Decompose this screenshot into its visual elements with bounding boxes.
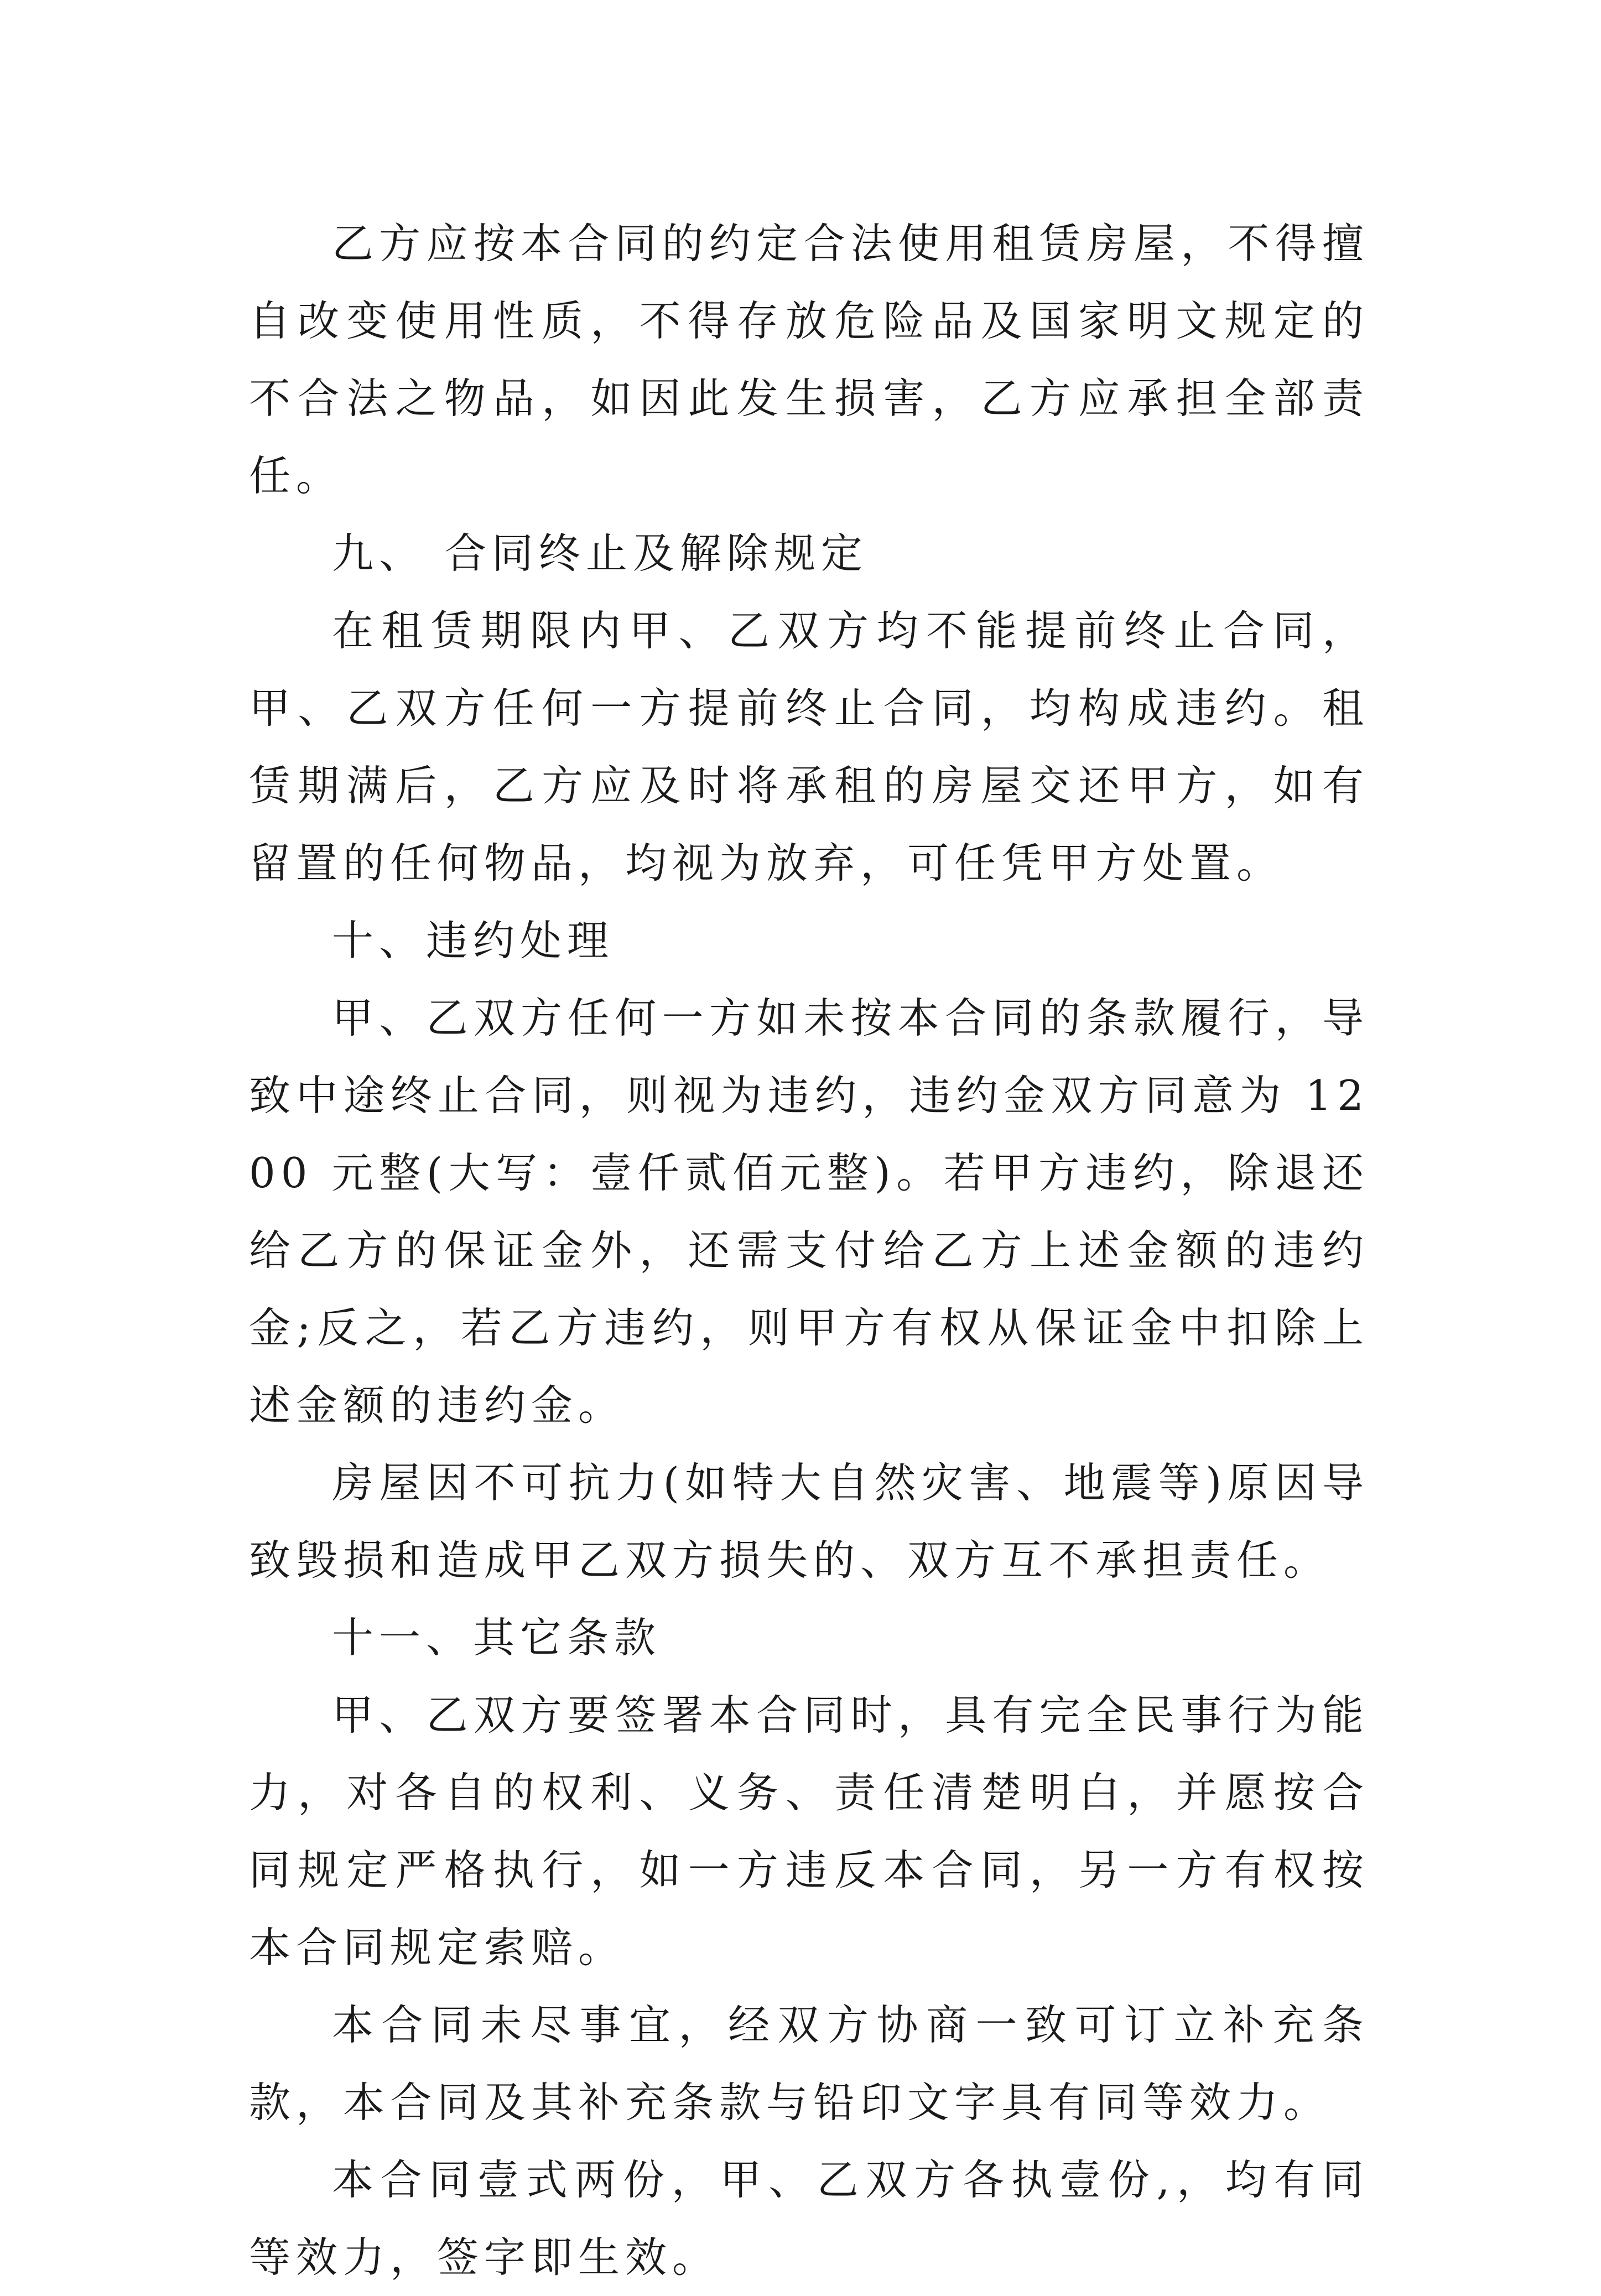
capacity-paragraph: 甲、乙双方要签署本合同时，具有完全民事行为能力，对各自的权利、义务、责任清楚明白，并愿按合同规定严格执行，如一方违反本合同，另一方有权按本合同规定索赔。: [249, 1691, 1369, 1972]
supplementary-paragraph: 本合同未尽事宜，经双方协商一致可订立补充条款，本合同及其补充条款与铅印文字具有同等效力。: [249, 2001, 1369, 2127]
breach-paragraph: 甲、乙双方任何一方如未按本合同的条款履行，导致中途终止合同，则视为违约，违约金双方同意为 1200 元整(大写：壹仟贰佰元整)。若甲方违约，除退还给乙方的保证金外，还需支付给乙方上述金额的违约金;反之，若乙方违约，则甲方有权从保证金中扣除上述金额的违约金。: [249, 994, 1369, 1430]
copies-paragraph: 本合同壹式两份，甲、乙双方各执壹份,，均有同等效力，签字即生效。: [249, 2155, 1369, 2282]
termination-paragraph: 在租赁期限内甲、乙双方均不能提前终止合同，甲、乙双方任何一方提前终止合同，均构成违约。租赁期满后，乙方应及时将承租的房屋交还甲方，如有留置的任何物品，均视为放弃，可任凭甲方处置。: [249, 606, 1369, 887]
section-heading-breach: 十、违约处理: [332, 916, 615, 965]
clause-usage-paragraph: 乙方应按本合同的约定合法使用租赁房屋，不得擅自改变使用性质，不得存放危险品及国家明文规定的不合法之物品，如因此发生损害，乙方应承担全部责任。: [249, 219, 1369, 500]
document-body: [249, 205, 1369, 2296]
section-heading-other-terms: 十一、其它条款: [332, 1613, 662, 1662]
section-heading-termination: 九、 合同终止及解除规定: [332, 529, 868, 578]
force-majeure-paragraph: 房屋因不可抗力(如特大自然灾害、地震等)原因导致毁损和造成甲乙双方损失的、双方互不承担责任。: [249, 1458, 1369, 1585]
